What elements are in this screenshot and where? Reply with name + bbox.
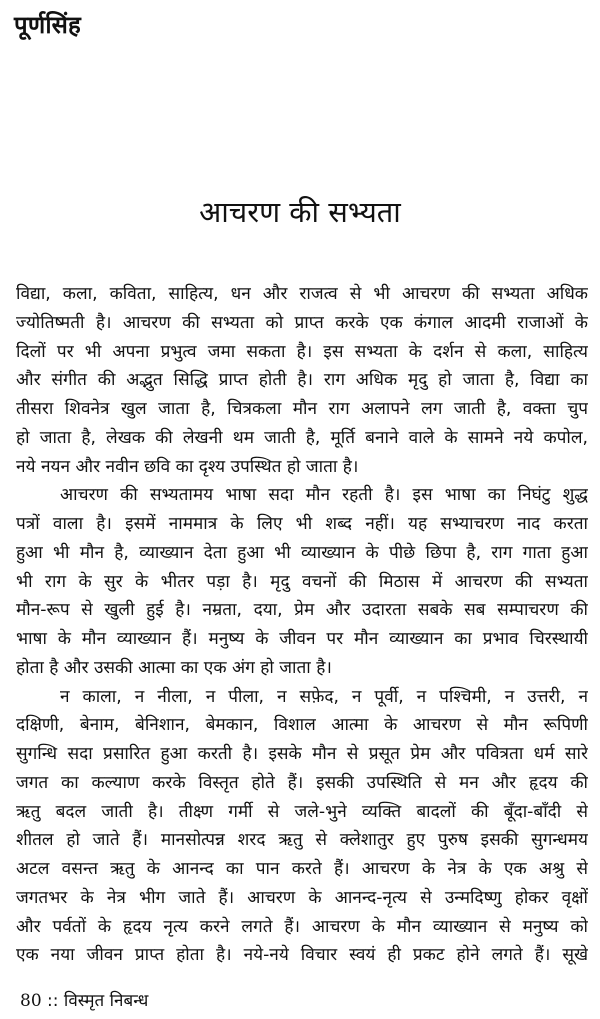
running-head: पूर्णसिंह xyxy=(14,11,81,39)
text-line: नये नयन और नवीन छवि का दृश्य उपस्थित हो जाता है। xyxy=(16,456,359,477)
text-line: और पर्वतों के हृदय नृत्य करने लगते हैं। आचरण के मौन व्याख्यान से मनुष्य को xyxy=(16,916,588,937)
essay-title: आचरण की सभ्यता xyxy=(199,195,401,229)
text-line: और संगीत की अद्भुत सिद्धि प्राप्त होती है। राग अधिक मृदु हो जाता है, विद्या का xyxy=(16,370,588,391)
page-footer xyxy=(20,988,148,1011)
text-line: ज्योतिष्मती है। आचरण की सभ्यता को प्राप्त करके एक कंगाल आदमी राजाओं के xyxy=(16,312,588,333)
text-line: न काला, न नीला, न पीला, न सफ़ेद, न पूर्वी, न पश्चिमी, न उत्तरी, न xyxy=(60,686,588,707)
text-line: एक नया जीवन प्राप्त होता है। नये-नये विचार स्वयं ही प्रकट होने लगते हैं। सूखे xyxy=(16,945,588,966)
text-line: भी राग के सुर के भीतर पड़ा है। मृदु वचनों की मिठास में आचरण की सभ्यता xyxy=(16,571,588,592)
book-title: विस्मृत निबन्ध xyxy=(63,991,149,1011)
text-line: आचरण की सभ्यतामय भाषा सदा मौन रहती है। इस भाषा का निघंटु शुद्ध xyxy=(60,485,588,506)
footer-separator: :: xyxy=(47,991,59,1011)
text-line: तीसरा शिवनेत्र खुल जाता है, चित्रकला मौन राग अलापने लग जाती है, वक्ता चुप xyxy=(16,399,588,419)
paragraph-1 xyxy=(16,280,588,481)
paragraph-2 xyxy=(16,481,588,682)
text-line: जगतभर के नेत्र भीग जाते हैं। आचरण के आनन्द-नृत्य से उन्मदिष्णु होकर वृक्षों xyxy=(16,887,588,908)
text-line: दिलों पर भी अपना प्रभुत्व जमा सकता है। इस सभ्यता के दर्शन से कला, साहित्य xyxy=(16,341,588,362)
text-line: हो जाता है, लेखक की लेखनी थम जाती है, मूर्ति बनाने वाले के सामने नये कपोल, xyxy=(16,427,588,448)
text-line: ऋतु बदल जाती है। तीक्ष्ण गर्मी से जले-भुने व्यक्ति बादलों की बूँदा-बाँदी से xyxy=(16,801,588,822)
essay-body xyxy=(16,280,588,970)
text-line: शीतल हो जाते हैं। मानसोत्पन्न शरद ऋतु से क्लेशातुर हुए पुरुष इसकी सुगन्धमय xyxy=(16,830,588,851)
paragraph-3 xyxy=(16,683,588,971)
text-line: दक्षिणी, बेनाम, बेनिशान, बेमकान, विशाल आत्मा के आचरण से मौन रूपिणी xyxy=(16,715,588,736)
text-line: भाषा के मौन व्याख्यान हैं। मनुष्य के जीवन पर मौन व्याख्यान का प्रभाव चिरस्थायी xyxy=(16,629,588,649)
text-line: अटल वसन्त ऋतु के आनन्द का पान करते हैं। आचरण के नेत्र के एक अश्रु से xyxy=(16,859,588,879)
text-line: जगत का कल्याण करके विस्तृत होते हैं। इसकी उपस्थिति से मन और हृदय की xyxy=(16,772,588,793)
text-line: हुआ भी मौन है, व्याख्यान देता हुआ भी व्याख्यान के पीछे छिपा है, राग गाता हुआ xyxy=(16,542,588,563)
text-line: विद्या, कला, कविता, साहित्य, धन और राजत्व से भी आचरण की सभ्यता अधिक xyxy=(16,284,588,304)
text-line: होता है और उसकी आत्मा का एक अंग हो जाता है। xyxy=(16,657,332,678)
text-line: पत्रों वाला है। इसमें नाममात्र के लिए भी शब्द नहीं। यह सभ्याचरण नाद करता xyxy=(16,514,588,534)
text-line: सुगन्धि सदा प्रसारित हुआ करती है। इसके मौन से प्रसूत प्रेम और पवित्रता धर्म सारे xyxy=(16,744,588,764)
text-line: मौन-रूप से खुली हुई है। नम्रता, दया, प्रेम और उदारता सबके सब सम्पाचरण की xyxy=(16,600,588,621)
page-number: 80 xyxy=(20,991,42,1011)
